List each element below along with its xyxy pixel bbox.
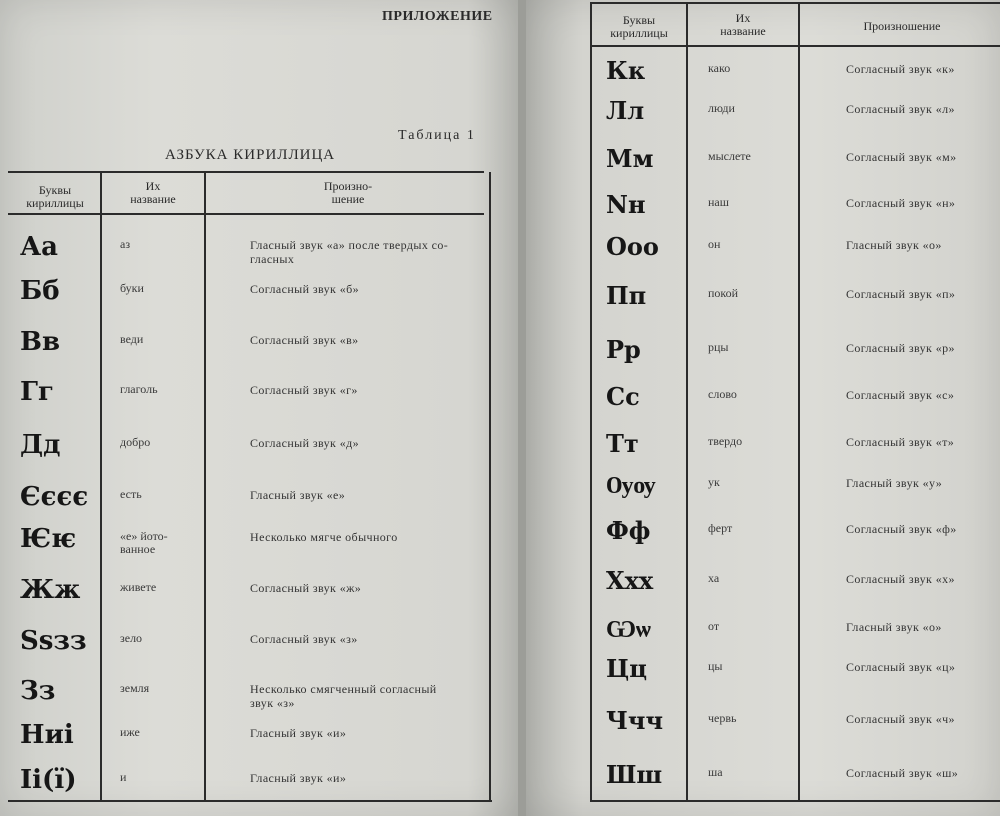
header-names: Их название [130, 179, 176, 206]
letter-name: земля [120, 681, 150, 695]
letter-pronunciation: Согласный звук «р» [846, 341, 955, 355]
cyrillic-letter: Шш [606, 760, 663, 789]
letter-name: люди [708, 101, 735, 115]
letter-name: покой [708, 286, 739, 300]
cyrillic-letter: Nн [606, 190, 646, 219]
letter-pronunciation: Гласный звук «о» [846, 620, 942, 634]
cyrillic-letter: Цц [606, 654, 647, 683]
letter-pronunciation: Согласный звук «ж» [250, 581, 362, 595]
letter-name: цы [708, 659, 723, 673]
header-letters: Буквы кириллицы [26, 183, 84, 210]
cyrillic-letter: Ѥѥ [20, 524, 77, 554]
table-top-rule [590, 2, 1000, 4]
cyrillic-letter: Лл [606, 96, 645, 125]
cyrillic-letter: Ххх [606, 566, 654, 595]
letter-pronunciation: Согласный звук «н» [846, 196, 956, 210]
header-rule [590, 45, 1000, 47]
letter-pronunciation: Несколько мягче обычного [250, 530, 398, 544]
letter-name: червь [708, 711, 737, 725]
letter-name: глаголь [120, 382, 158, 396]
letter-pronunciation: Согласный звук «з» [250, 632, 358, 646]
letter-name: зело [120, 631, 143, 645]
cyrillic-letter: Аа [20, 232, 59, 262]
letter-pronunciation: Гласный звук «и» [250, 726, 347, 740]
column-divider [686, 2, 688, 800]
cyrillic-letter: Ниi [20, 720, 74, 750]
cyrillic-letter: Дд [20, 430, 61, 460]
letter-name: како [708, 61, 731, 75]
cyrillic-letter: Іі(ї) [20, 765, 77, 795]
letter-pronunciation: Согласный звук «в» [250, 333, 359, 347]
letter-pronunciation: Несколько смягченный согласный звук «з» [250, 682, 437, 710]
table-left-edge [590, 2, 592, 800]
letter-name: он [708, 237, 721, 251]
cyrillic-letter: Пп [606, 281, 647, 310]
cyrillic-letter: Зз [20, 676, 56, 706]
cyrillic-letter: Сс [606, 382, 640, 411]
letter-pronunciation: Согласный звук «ц» [846, 660, 956, 674]
letter-name: ха [708, 571, 720, 585]
letter-pronunciation: Согласный звук «ф» [846, 522, 957, 536]
letter-name: иже [120, 725, 140, 739]
letter-pronunciation: Согласный звук «п» [846, 287, 956, 301]
letter-pronunciation: Согласный звук «к» [846, 62, 955, 76]
letter-name: слово [708, 387, 737, 401]
letter-name: ша [708, 765, 723, 779]
letter-name: веди [120, 332, 144, 346]
cyrillic-letter: Єєєє [20, 482, 89, 512]
letter-name: живете [120, 580, 157, 594]
letter-pronunciation: Гласный звук «а» после твердых со- гласных [250, 238, 449, 266]
cyrillic-letter: Ѡѡ [606, 614, 651, 643]
cyrillic-letter: Ѕѕзз [20, 626, 87, 656]
cyrillic-letter: Тт [606, 429, 639, 458]
letter-pronunciation: Согласный звук «ш» [846, 766, 959, 780]
table-number: Таблица 1 [398, 128, 476, 143]
letter-pronunciation: Согласный звук «б» [250, 282, 359, 296]
letter-name: рцы [708, 340, 729, 354]
letter-name: наш [708, 195, 729, 209]
cyrillic-letter: Жж [20, 575, 81, 605]
letter-pronunciation: Согласный звук «с» [846, 388, 955, 402]
table-bottom-rule [590, 800, 1000, 802]
table-title: АЗБУКА КИРИЛЛИЦА [165, 147, 336, 163]
letter-pronunciation: Гласный звук «и» [250, 771, 347, 785]
letter-name: добро [120, 435, 151, 449]
letter-name: от [708, 619, 720, 633]
header-pronunciation: Произно- шение [323, 179, 373, 206]
letter-pronunciation: Согласный звук «т» [846, 435, 955, 449]
letter-name: ук [708, 475, 720, 489]
header-names: Их название [720, 11, 766, 38]
column-divider [798, 2, 800, 800]
letter-name: и [120, 770, 127, 784]
letter-pronunciation: Согласный звук «д» [250, 436, 359, 450]
letter-pronunciation: Согласный звук «х» [846, 572, 955, 586]
letter-name: мыслете [708, 149, 751, 163]
cyrillic-letter: Кк [606, 56, 646, 85]
letter-pronunciation: Гласный звук «о» [846, 238, 942, 252]
cyrillic-letter: Рр [606, 335, 641, 364]
letter-pronunciation: Согласный звук «г» [250, 383, 358, 397]
letter-name: аз [120, 237, 131, 251]
running-head: ПРИЛОЖЕНИЕ [382, 9, 493, 24]
header-letters: Буквы кириллицы [610, 13, 668, 40]
cyrillic-letter: Фф [606, 516, 651, 545]
letter-pronunciation: Согласный звук «л» [846, 102, 955, 116]
cyrillic-letter: Ооо [606, 232, 659, 261]
cyrillic-letter: Вв [20, 327, 61, 357]
letter-pronunciation: Согласный звук «м» [846, 150, 957, 164]
cyrillic-letter: Бб [20, 276, 60, 306]
letter-pronunciation: Гласный звук «е» [250, 488, 346, 502]
cyrillic-letter: Ѹѹ [606, 470, 656, 499]
cyrillic-letter: Ччч [606, 706, 664, 735]
letter-name: буки [120, 281, 144, 295]
letter-pronunciation: Гласный звук «у» [846, 476, 943, 490]
header-pronunciation: Произношение [863, 19, 941, 33]
cyrillic-letter: Мм [606, 144, 654, 173]
letter-pronunciation: Согласный звук «ч» [846, 712, 955, 726]
letter-name: «е» йото- ванное [120, 529, 168, 556]
letter-name: ферт [708, 521, 733, 535]
letter-name: есть [120, 487, 142, 501]
letter-name: твердо [708, 434, 743, 448]
cyrillic-letter: Гг [20, 377, 54, 407]
